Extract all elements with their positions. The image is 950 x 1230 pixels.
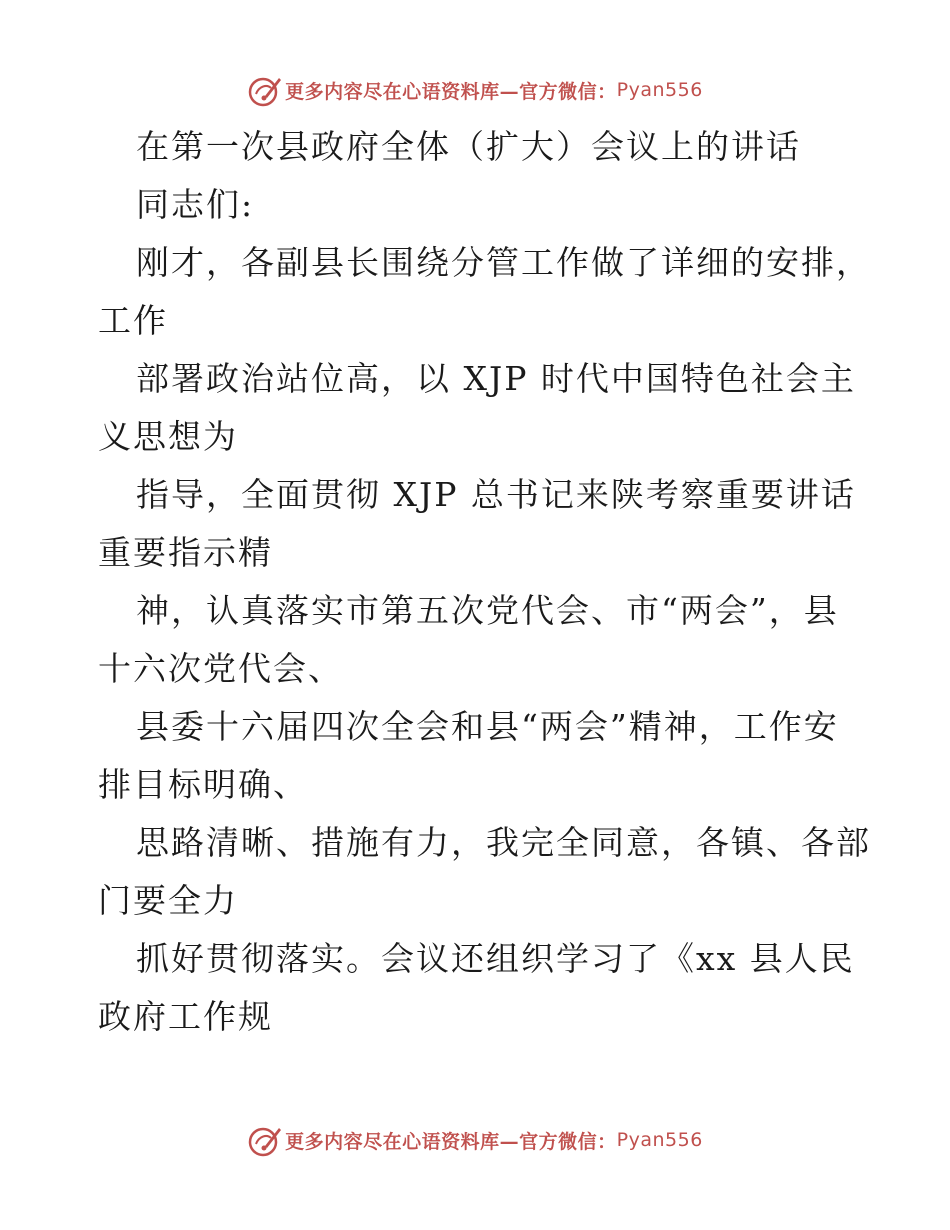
body-line: 重要指示精 — [98, 533, 273, 572]
body-line: 刚才，各副县长围绕分管工作做了详细的安排， — [136, 243, 871, 282]
body-line: 思路清晰、措施有力，我完全同意，各镇、各部 — [136, 823, 871, 862]
body-line: 部署政治站位高，以 XJP 时代中国特色社会主 — [136, 359, 856, 398]
body-line: 抓好贯彻落实。会议还组织学习了《xx 县人民 — [136, 939, 855, 978]
body-line: 县委十六届四次全会和县“两会”精神，工作安 — [136, 707, 839, 746]
body-line: 神，认真落实市第五次党代会、市“两会”，县 — [136, 591, 839, 630]
body-line: 义思想为 — [98, 417, 238, 456]
body-line: 工作 — [98, 301, 168, 340]
watermark-footer — [0, 1120, 950, 1160]
body-line: 门要全力 — [98, 881, 238, 920]
body-line: 排目标明确、 — [98, 765, 308, 804]
watermark-id: Pyan556 — [616, 1129, 703, 1151]
body-line: 十六次党代会、 — [98, 649, 343, 688]
body-line: 指导，全面贯彻 XJP 总书记来陕考察重要讲话 — [136, 475, 856, 514]
watermark-header — [0, 70, 950, 110]
pen-logo-icon — [247, 72, 283, 108]
body-line: 政府工作规 — [98, 997, 273, 1036]
salutation: 同志们: — [136, 185, 255, 224]
pen-logo-icon — [247, 1122, 283, 1158]
document-title: 在第一次县政府全体（扩大）会议上的讲话 — [136, 127, 801, 166]
watermark-text: 更多内容尽在心语资料库—官方微信： — [285, 1130, 617, 1153]
watermark-text: 更多内容尽在心语资料库—官方微信： — [285, 80, 617, 103]
watermark-id: Pyan556 — [616, 79, 703, 101]
